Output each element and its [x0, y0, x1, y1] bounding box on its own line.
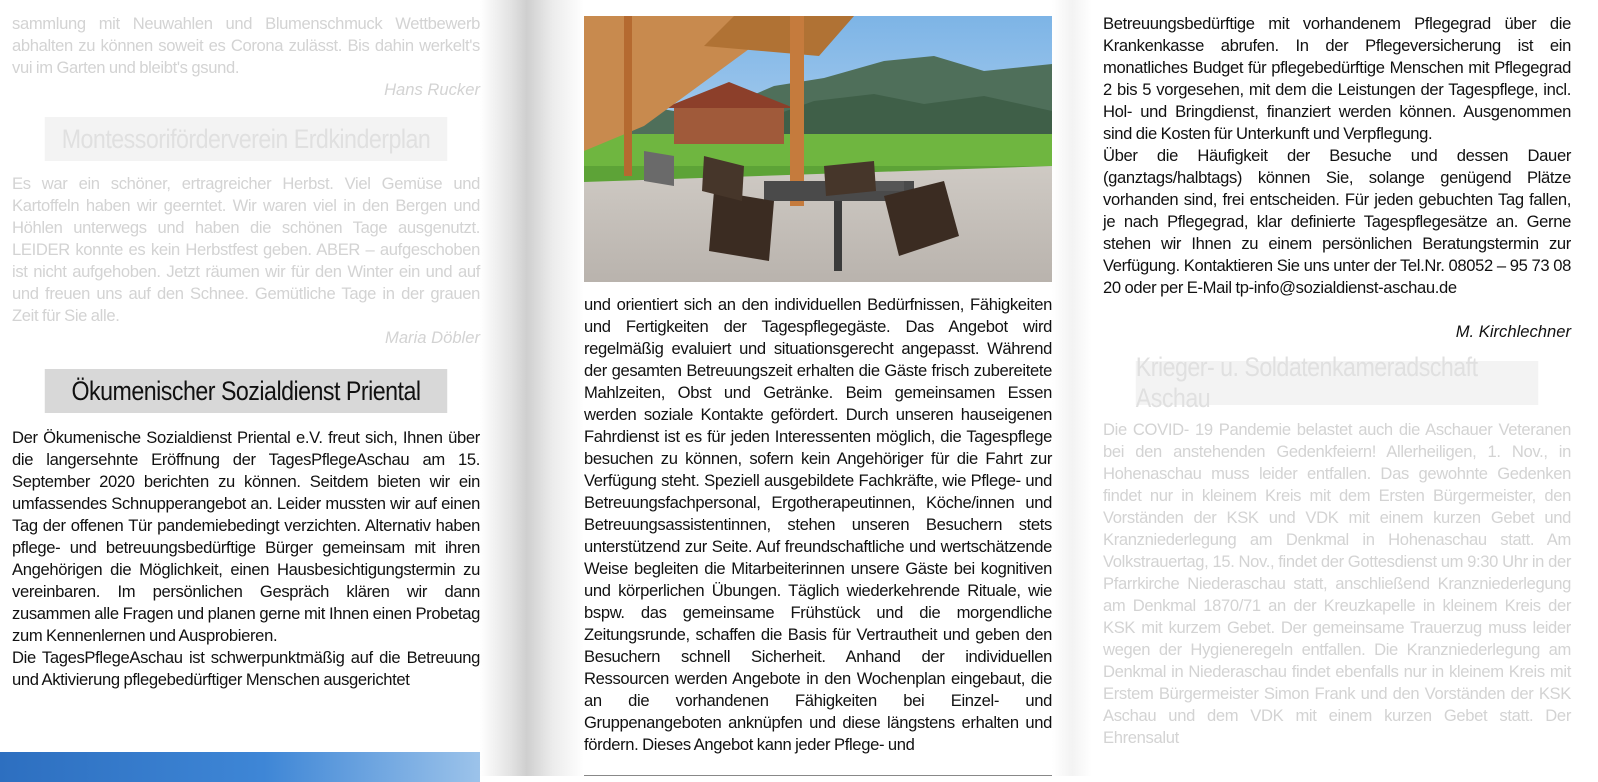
article-heading: Ökumenischer Sozialdienst Priental	[45, 369, 447, 413]
krieger-heading: Krieger- u. Soldatenkameradschaft Aschau	[1136, 361, 1538, 405]
montessori-signature: Maria Döbler	[385, 328, 480, 347]
montessori-text: Es war ein schöner, ertragreicher Herbst. Viel Gemüse und Kartoffeln haben wir geerntet. Wir waren viel in den Bergen und Höhlen unterwegs und haben die schönen Tage ausgenutzt. LEIDER konnte es kein Herbstfest geben. ABER – aufgeschoben ist nicht aufgehoben. Jetzt räumen wir für den Winter ein und auf und freuen uns auf den Schnee. Gemütliche Tage in der grauen Zeit für Sie alle.	[12, 174, 480, 325]
previous-article-signature: Hans Rucker	[384, 80, 480, 99]
book-spine-shadow	[480, 0, 584, 776]
previous-article-tail: sammlung mit Neuwahlen und Blumenschmuck Wettbewerb abhalten zu können soweit es Corona zulässt. Bis dahin werkelt's vui im Garten und bleibt's gsund.	[12, 14, 480, 77]
middle-column	[584, 294, 1052, 756]
column-gutter	[1052, 0, 1092, 776]
article-signature: M. Kirchlechner	[1455, 322, 1571, 341]
krieger-text: Die COVID- 19 Pandemie belastet auch die Aschauer Veteranen bei den anstehenden Gedenkfeiern! Allerheiligen, 1. Nov., in Hohenaschau muss leider entfallen. Das gewohnte Gedenken findet nur in kleinem Kreis mit dem Ersten Bürgermeister, den Vorständen der KSK und VDK mit einem kurzen Gebet und Kranzniederlegung am Denkmal in Hohenaschau statt. Am Volkstrauertag, 15. Nov., findet der Gottesdienst um 9:30 Uhr in der Pfarrkirche Niederaschau statt, anschließend Kranzniederlegung am Denkmal 1870/71 an der Kreuzkapelle in kleinem Kreis der KSK mit kurzem Gebet. Der gemeinsame Trauerzug muss leider wegen der Hygieneregeln entfallen. Die Kranzniederlegung am Denkmal in Niederaschau findet ebenfalls nur in kleinem Kreis mit Erstem Bürgermeister Simon Frank und den Vorständen der KSK Aschau und dem VDK mit einem kurzen Gebet statt. Der Ehrensalut	[1103, 420, 1571, 747]
terrace-photo-icon	[584, 16, 1052, 282]
right-column	[1103, 0, 1571, 749]
montessori-heading: Montessoriförderverein Erdkinderplan	[45, 117, 447, 161]
right-paragraph-1: Betreuungsbedürftige mit vorhandenem Pflegegrad über die Krankenkasse abrufen. In der Pflegeversicherung ist ein monatliches Budget für pflegebedürftige Menschen mit Pflegegrad 2 bis 5 vorgesehen, mit dem die Leistungen der Tagespflege, incl. Hol- und Bringdienst, finanziert werden können. Ausgenommen sind die Kosten für Unterkunft und Verpflegung.	[1103, 14, 1571, 143]
left-column	[12, 0, 480, 691]
article-paragraph-1: Der Ökumenische Sozialdienst Priental e.V. freut sich, Ihnen über die langersehnte Eröffnung der TagesPflegeAschau am 15. September 2020 berichten zu können. Seitdem bieten wir ein umfassendes Schnupperangebot an. Leider mussten wir auf einen Tag der offenen Tür pandemiebedingt verzichten. Alternativ haben pflege- und betreuungsbedürftige Bürger gemeinsam mit ihren Angehörigen die Möglichkeit, einen Hausbesichtigungstermin zu vereinbaren. Im persönlichen Gespräch klären wir dann zusammen alle Fragen und planen gerne mit Ihnen einen Probetag zum Kennenlernen und Ausprobieren.	[12, 428, 480, 645]
middle-article-text: und orientiert sich an den individuellen Bedürfnissen, Fähigkeiten und Fertigkeiten der Tagespflegegäste. Das Angebot wird regelmäßig evaluiert und situationsgerecht angepasst. Während der gesamten Betreuungszeit erhalten die Gäste frisch zubereitete Mahlzeiten, Obst und Getränke. Beim gemeinsamen Essen werden soziale Kontakte gefördert. Durch unseren hauseigenen Fahrdienst ist es für jeden Interessenten möglich, die Tagespflege besuchen zu können, sofern kein Angehöriger für die Fahrt zur Verfügung steht. Speziell ausgebildete Fachkräfte, wie Pflege- und Betreuungsfachpersonal, Ergotherapeutinnen, Köche/innen und Betreuungsassistentinnen, stehen unseren Besuchern stets unterstützend zur Seite. Auf freundschaftliche und wertschätzende Weise begleiten die Mitarbeiterinnen unsere Gäste bei kognitiven und körperlichen Übungen. Täglich wiederkehrende Rituale, wie bspw. das gemeinsame Frühstück und die morgendliche Zeitungsrunde, schaffen die Basis für Vertrautheit und geben den Besuchern schnell Sicherheit. Anhand der individuellen Ressourcen werden Angebote in den Wochenplan eingebaut, die an die vorhandenen Fähigkeiten bei Einzel- und Gruppenangeboten anknüpfen und diese längstens erhalten und fördern. Dieses Angebot kann jeder Pflege- und	[584, 295, 1052, 754]
article-paragraph-2: Die TagesPflegeAschau ist schwerpunktmäßig auf die Betreuung und Aktivierung pflegebedürftiger Menschen ausgerichtet	[12, 648, 480, 689]
terrace-photo	[584, 16, 1052, 282]
blue-photo-edge	[0, 752, 480, 782]
right-paragraph-2: Über die Häufigkeit der Besuche und dessen Dauer (ganztags/halbtags) können Sie, solange genügend Plätze vorhanden sind, frei entscheiden. Für jeden gebuchten Tag fallen, je nach Pflegegrad, klar definierte Tagespflegesätze an. Gerne stehen wir Ihnen zu einem persönlichen Beratungstermin zur Verfügung. Kontaktieren Sie uns unter der Tel.Nr. 08052 – 95 73 08 20 oder per E-Mail tp-info@sozialdienst-aschau.de	[1103, 146, 1571, 297]
